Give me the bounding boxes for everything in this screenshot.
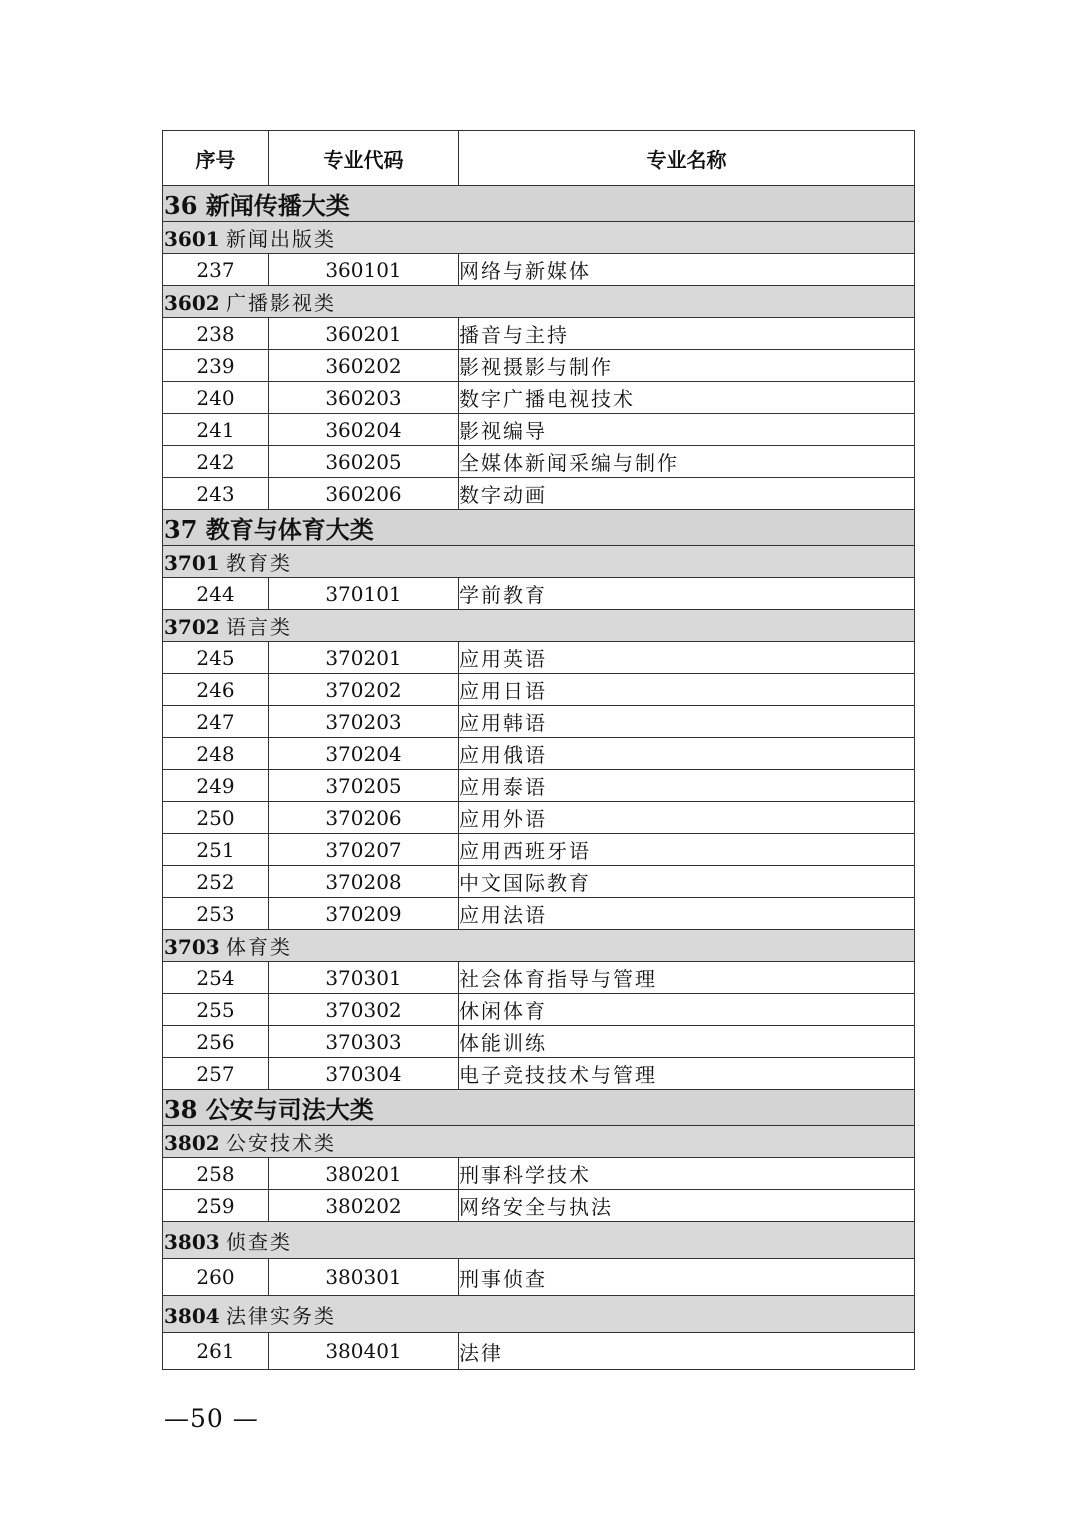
sub-category-name: 广播影视类 <box>226 291 337 315</box>
seq-cell: 258 <box>163 1158 269 1190</box>
name-cell: 全媒体新闻采编与制作 <box>459 446 915 478</box>
code-cell: 360206 <box>269 478 459 510</box>
name-cell: 社会体育指导与管理 <box>459 962 915 994</box>
major-category-row <box>163 186 915 222</box>
sub-category-code: 3703 <box>164 935 220 959</box>
seq-cell: 247 <box>163 706 269 738</box>
major-category-label: 38 公安与司法大类 <box>163 1090 915 1126</box>
seq-cell: 261 <box>163 1333 269 1370</box>
table-row <box>163 834 915 866</box>
sub-category-name: 体育类 <box>226 935 293 959</box>
seq-cell: 252 <box>163 866 269 898</box>
sub-category-row <box>163 930 915 962</box>
table-row <box>163 706 915 738</box>
code-cell: 360201 <box>269 318 459 350</box>
seq-cell: 239 <box>163 350 269 382</box>
seq-cell: 253 <box>163 898 269 930</box>
sub-category-row <box>163 1126 915 1158</box>
table-row <box>163 1190 915 1222</box>
code-cell: 370302 <box>269 994 459 1026</box>
code-cell: 370202 <box>269 674 459 706</box>
page-number: —50 — <box>164 1404 259 1433</box>
name-cell: 数字广播电视技术 <box>459 382 915 414</box>
name-cell: 应用俄语 <box>459 738 915 770</box>
seq-cell: 256 <box>163 1026 269 1058</box>
seq-cell: 251 <box>163 834 269 866</box>
code-cell: 370206 <box>269 802 459 834</box>
seq-cell: 257 <box>163 1058 269 1090</box>
code-cell: 370203 <box>269 706 459 738</box>
name-cell: 体能训练 <box>459 1026 915 1058</box>
seq-cell: 237 <box>163 254 269 286</box>
sub-category-name: 法律实务类 <box>226 1303 337 1328</box>
sub-category-cell <box>163 1126 915 1158</box>
code-cell: 370207 <box>269 834 459 866</box>
code-cell: 360203 <box>269 382 459 414</box>
name-cell: 中文国际教育 <box>459 866 915 898</box>
seq-cell: 245 <box>163 642 269 674</box>
sub-category-name: 公安技术类 <box>226 1131 337 1155</box>
major-category-row <box>163 1090 915 1126</box>
sub-category-row <box>163 222 915 254</box>
code-cell: 370208 <box>269 866 459 898</box>
code-cell: 370301 <box>269 962 459 994</box>
table-row <box>163 1058 915 1090</box>
name-cell: 影视摄影与制作 <box>459 350 915 382</box>
sub-category-code: 3602 <box>164 291 220 315</box>
name-cell: 应用日语 <box>459 674 915 706</box>
table-row <box>163 866 915 898</box>
table-header-row <box>163 131 915 186</box>
sub-category-row <box>163 1296 915 1333</box>
seq-cell: 246 <box>163 674 269 706</box>
name-cell: 法律 <box>459 1333 915 1370</box>
code-cell: 360204 <box>269 414 459 446</box>
name-cell: 数字动画 <box>459 478 915 510</box>
major-category-row <box>163 510 915 546</box>
table-row <box>163 1259 915 1296</box>
code-cell: 380201 <box>269 1158 459 1190</box>
name-cell: 应用法语 <box>459 898 915 930</box>
code-cell: 370304 <box>269 1058 459 1090</box>
major-catalog-table <box>162 130 915 1370</box>
sub-category-code: 3804 <box>164 1303 220 1328</box>
name-cell: 影视编导 <box>459 414 915 446</box>
name-cell: 播音与主持 <box>459 318 915 350</box>
name-cell: 网络与新媒体 <box>459 254 915 286</box>
name-cell: 休闲体育 <box>459 994 915 1026</box>
header-seq: 序号 <box>163 131 269 186</box>
major-category-label: 37 教育与体育大类 <box>163 510 915 546</box>
sub-category-cell <box>163 1222 915 1259</box>
seq-cell: 260 <box>163 1259 269 1296</box>
sub-category-row <box>163 610 915 642</box>
seq-cell: 255 <box>163 994 269 1026</box>
sub-category-code: 3701 <box>164 551 220 575</box>
name-cell: 应用泰语 <box>459 770 915 802</box>
sub-category-cell <box>163 1296 915 1333</box>
sub-category-cell <box>163 222 915 254</box>
code-cell: 380401 <box>269 1333 459 1370</box>
seq-cell: 244 <box>163 578 269 610</box>
code-cell: 370303 <box>269 1026 459 1058</box>
table-row <box>163 1333 915 1370</box>
seq-cell: 241 <box>163 414 269 446</box>
sub-category-cell <box>163 610 915 642</box>
sub-category-row <box>163 546 915 578</box>
seq-cell: 249 <box>163 770 269 802</box>
sub-category-cell <box>163 546 915 578</box>
table-row <box>163 254 915 286</box>
header-code: 专业代码 <box>269 131 459 186</box>
table-row <box>163 994 915 1026</box>
table-row <box>163 642 915 674</box>
table-row <box>163 1026 915 1058</box>
name-cell: 刑事科学技术 <box>459 1158 915 1190</box>
code-cell: 380202 <box>269 1190 459 1222</box>
table-row <box>163 318 915 350</box>
sub-category-name: 语言类 <box>226 615 293 639</box>
sub-category-row <box>163 286 915 318</box>
major-category-label: 36 新闻传播大类 <box>163 186 915 222</box>
table-row <box>163 674 915 706</box>
table-row <box>163 802 915 834</box>
seq-cell: 240 <box>163 382 269 414</box>
code-cell: 370101 <box>269 578 459 610</box>
seq-cell: 248 <box>163 738 269 770</box>
table-row <box>163 962 915 994</box>
table-row <box>163 446 915 478</box>
name-cell: 网络安全与执法 <box>459 1190 915 1222</box>
sub-category-code: 3802 <box>164 1131 220 1155</box>
sub-category-name: 新闻出版类 <box>226 227 337 251</box>
sub-category-row <box>163 1222 915 1259</box>
name-cell: 刑事侦查 <box>459 1259 915 1296</box>
name-cell: 电子竞技技术与管理 <box>459 1058 915 1090</box>
code-cell: 360202 <box>269 350 459 382</box>
seq-cell: 243 <box>163 478 269 510</box>
table-row <box>163 578 915 610</box>
code-cell: 370205 <box>269 770 459 802</box>
table-row <box>163 382 915 414</box>
name-cell: 应用英语 <box>459 642 915 674</box>
name-cell: 学前教育 <box>459 578 915 610</box>
code-cell: 360205 <box>269 446 459 478</box>
table-row <box>163 1158 915 1190</box>
seq-cell: 250 <box>163 802 269 834</box>
code-cell: 370204 <box>269 738 459 770</box>
name-cell: 应用外语 <box>459 802 915 834</box>
sub-category-name: 侦查类 <box>226 1229 293 1254</box>
table-body <box>163 186 915 1370</box>
table-row <box>163 350 915 382</box>
sub-category-cell <box>163 286 915 318</box>
code-cell: 370201 <box>269 642 459 674</box>
seq-cell: 238 <box>163 318 269 350</box>
seq-cell: 259 <box>163 1190 269 1222</box>
sub-category-code: 3702 <box>164 615 220 639</box>
name-cell: 应用韩语 <box>459 706 915 738</box>
sub-category-code: 3601 <box>164 227 220 251</box>
table-row <box>163 770 915 802</box>
sub-category-code: 3803 <box>164 1229 220 1254</box>
header-name: 专业名称 <box>459 131 915 186</box>
name-cell: 应用西班牙语 <box>459 834 915 866</box>
sub-category-name: 教育类 <box>226 551 293 575</box>
code-cell: 380301 <box>269 1259 459 1296</box>
table-row <box>163 478 915 510</box>
code-cell: 370209 <box>269 898 459 930</box>
table-row <box>163 414 915 446</box>
seq-cell: 242 <box>163 446 269 478</box>
seq-cell: 254 <box>163 962 269 994</box>
code-cell: 360101 <box>269 254 459 286</box>
table-row <box>163 898 915 930</box>
sub-category-cell <box>163 930 915 962</box>
table-row <box>163 738 915 770</box>
